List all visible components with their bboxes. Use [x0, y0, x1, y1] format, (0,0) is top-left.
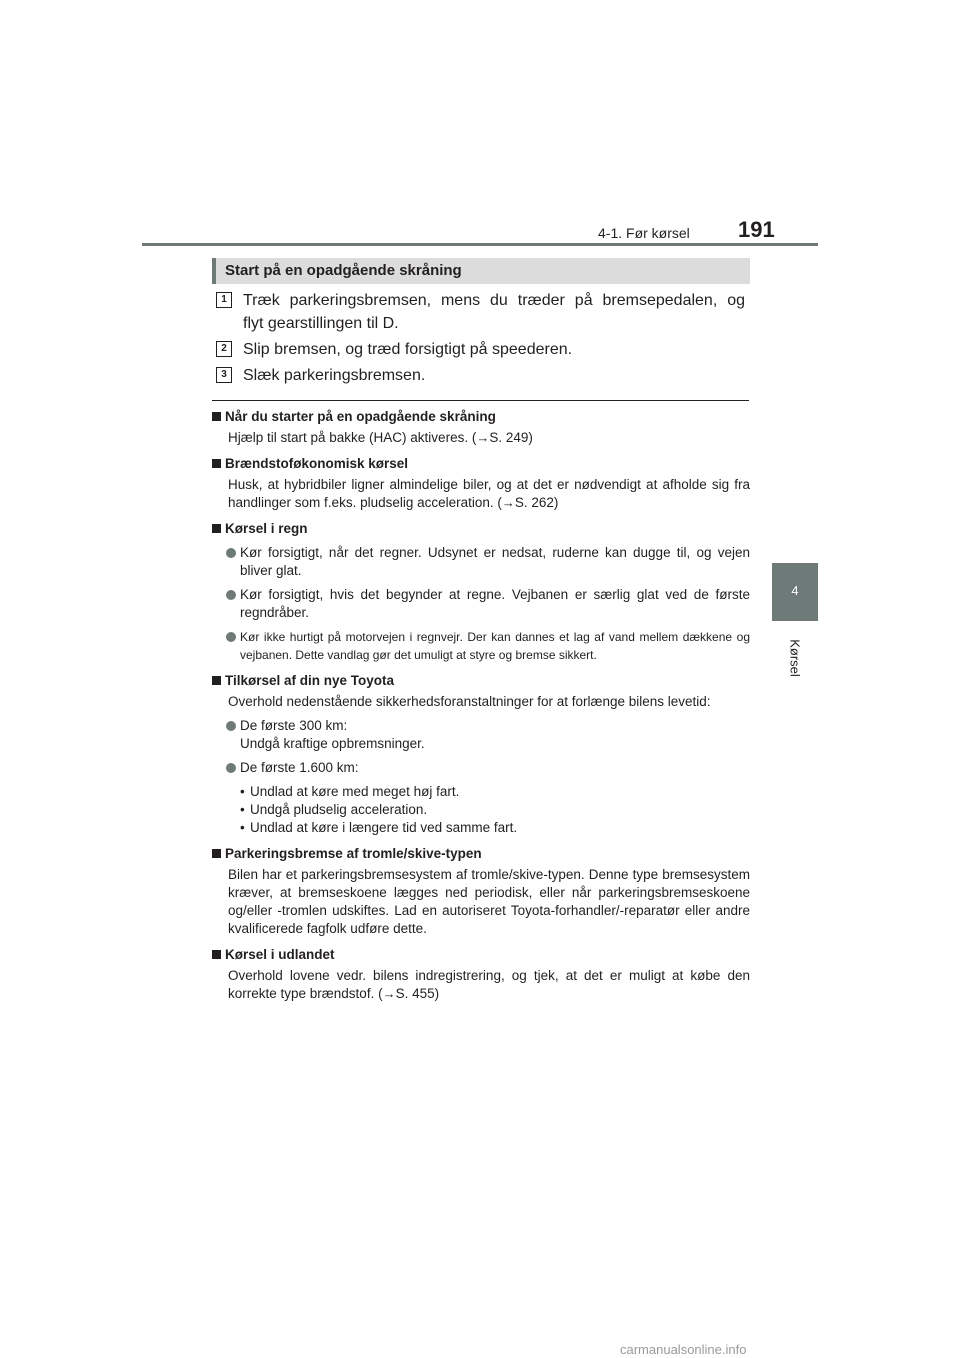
chapter-label-wrap	[787, 628, 803, 688]
sub-bullet-text: Undlad at køre med meget høj fart.	[250, 784, 460, 799]
square-bullet-icon	[212, 459, 221, 468]
step-number-1: 1	[216, 292, 232, 308]
list-item	[210, 759, 750, 777]
section-title: 4-1. Før kørsel	[598, 225, 690, 241]
arrow-right-icon: →	[382, 986, 396, 1001]
step-1-line-1: Træk parkeringsbremsen, mens du træder på bremsepedalen, og	[243, 292, 745, 309]
bullet-text: Kør forsigtigt, når det regner. Udsynet er nedsat, ruderne kan dugge til, og vejen bliver glat.	[240, 545, 750, 578]
step-1-text	[243, 289, 745, 335]
circle-bullet-icon	[226, 763, 236, 773]
chapter-tab	[772, 563, 818, 621]
note-text: Overhold lovene vedr. bilens indregistrering, og tjek, at det er muligt at købe den korrekte type brændstof. (	[228, 968, 750, 1001]
header-rule	[142, 243, 818, 246]
note-text: Husk, at hybridbiler ligner almindelige biler, og at det er nødvendigt at afholde sig fra handlinger som f.eks. pludselig acceleration. (	[228, 477, 750, 510]
step-number-3: 3	[216, 367, 232, 383]
sub-bullet-text: Undgå pludselig acceleration.	[250, 802, 428, 817]
sub-bullet: •	[240, 784, 245, 799]
step-number-2: 2	[216, 341, 232, 357]
list-item	[210, 586, 750, 622]
bullet-text: Undgå kraftige opbremsninger.	[240, 736, 425, 751]
square-bullet-icon	[212, 524, 221, 533]
sub-bullet: •	[240, 802, 245, 817]
sub-list-item	[210, 801, 750, 819]
step-2-text: Slip bremsen, og træd forsigtigt på speederen.	[243, 341, 573, 358]
square-bullet-icon	[212, 412, 221, 421]
chapter-label: Kørsel	[787, 639, 803, 677]
square-bullet-icon	[212, 849, 221, 858]
note-paragraph: Overhold nedenstående sikkerhedsforanstaltninger for at forlænge bilens levetid:	[228, 694, 711, 709]
page-reference-link[interactable]: S. 262)	[514, 495, 559, 510]
circle-bullet-icon	[226, 632, 236, 642]
page-reference-link[interactable]: S. 249)	[489, 430, 533, 445]
notes	[210, 408, 750, 1003]
square-bullet-icon	[212, 676, 221, 685]
note-heading-text: Brændstoføkonomisk kørsel	[225, 456, 409, 471]
note-heading	[210, 408, 750, 426]
procedure-title: Start på en opadgående skråning	[225, 262, 462, 279]
note-heading	[210, 455, 750, 473]
circle-bullet-icon	[226, 590, 236, 600]
bullet-text: Kør ikke hurtigt på motorvejen i regnvejr. Der kan dannes et lag af vand mellem dækkene og vejbanen. Dette vandlag gør det umuligt at styre og bremse sikkert.	[240, 630, 750, 662]
circle-bullet-icon	[226, 721, 236, 731]
note-heading-text: Tilkørsel af din nye Toyota	[225, 673, 395, 688]
section-divider	[212, 400, 749, 401]
square-bullet-icon	[212, 950, 221, 959]
step-3-text: Slæk parkeringsbremsen.	[243, 367, 426, 384]
note-heading	[210, 520, 750, 538]
note-heading	[210, 946, 750, 964]
note-heading-text: Kørsel i udlandet	[225, 947, 335, 962]
note-heading-text: Kørsel i regn	[225, 521, 308, 536]
arrow-right-icon: →	[501, 495, 515, 510]
note-paragraph	[210, 967, 750, 1003]
sub-list-item	[210, 783, 750, 801]
sub-list-item	[210, 819, 750, 837]
note-paragraph	[210, 429, 750, 447]
page-reference-link[interactable]: S. 455)	[395, 986, 440, 1001]
arrow-right-icon: →	[476, 430, 490, 445]
note-paragraph: Bilen har et parkeringsbremsesystem af tromle/skive-typen. Denne type bremsesystem kræver, at bremseskoene lægges ned periodisk, eller når parkeringsbremseskoene og/eller -tromlen udskiftes. Lad en autoriseret Toyota-forhandler/-reparatør eller andre kvalificerede fagfolk udføre dette.	[228, 867, 750, 936]
page-number: 191	[738, 217, 775, 242]
procedure-header-bar	[212, 258, 216, 284]
watermark: carmanualsonline.info	[620, 1342, 747, 1357]
list-item	[210, 544, 750, 580]
note-heading	[210, 845, 750, 863]
step-1-line-2: flyt gearstillingen til D.	[243, 315, 399, 332]
bullet-text: Kør forsigtigt, hvis det begynder at regne. Vejbanen er særlig glat ved de første regndråber.	[240, 587, 750, 620]
note-heading-text: Når du starter på en opadgående skråning	[225, 409, 496, 424]
note-heading-text: Parkeringsbremse af tromle/skive-typen	[225, 846, 482, 861]
list-item	[210, 628, 750, 664]
list-item	[210, 717, 750, 753]
sub-bullet: •	[240, 820, 245, 835]
chapter-number: 4	[791, 583, 799, 598]
bullet-text: De første 1.600 km:	[240, 760, 359, 775]
note-paragraph	[210, 476, 750, 512]
bullet-text: De første 300 km:	[240, 718, 348, 733]
circle-bullet-icon	[226, 548, 236, 558]
note-text: Hjælp til start på bakke (HAC) aktiveres. (	[228, 430, 477, 445]
sub-bullet-text: Undlad at køre i længere tid ved samme fart.	[250, 820, 518, 835]
note-heading	[210, 672, 750, 690]
